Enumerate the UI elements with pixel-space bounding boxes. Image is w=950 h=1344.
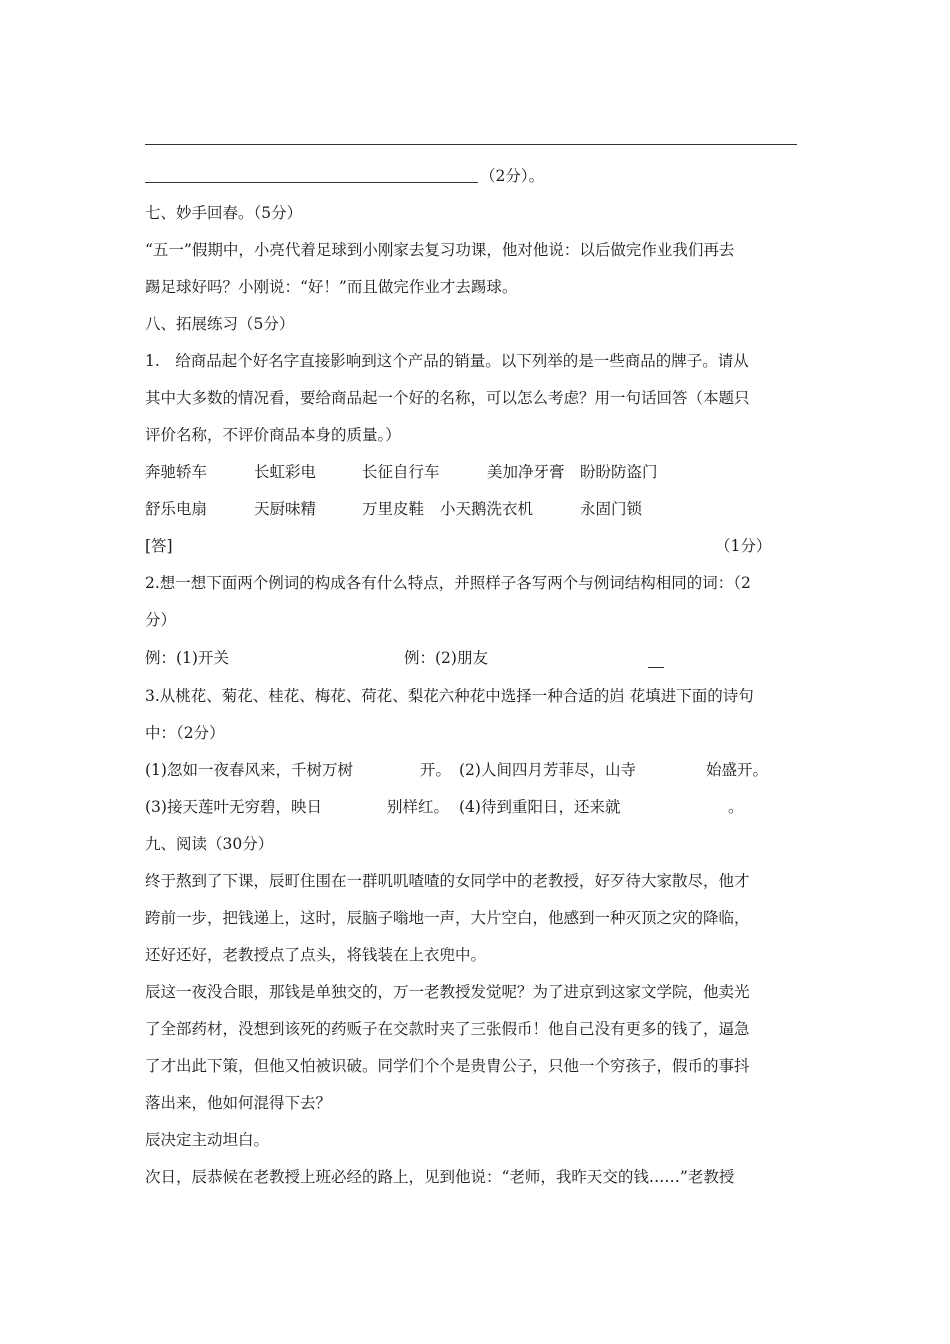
- reading-p1-line1: 终于熬到了下课，辰町住围在一群叽叽喳喳的女同学中的老教授，好歹待大家散尽，他才: [145, 872, 750, 890]
- brand-item: 小天鹅洗衣机: [440, 500, 534, 518]
- poem-4a: (4)待到重阳日，还来就: [459, 798, 621, 816]
- brand-item: 永固门锁: [580, 500, 643, 518]
- answer-score: （2分）。: [480, 167, 545, 185]
- poem-2b: 始盛开。: [706, 761, 769, 779]
- q1-line3: 评价名称，不评价商品本身的质量。）: [145, 426, 401, 444]
- brand-item: 盼盼防盗门: [580, 463, 658, 481]
- brand-item: 美加净牙膏: [487, 463, 565, 481]
- section9-heading: 九、阅读（30分）: [145, 835, 274, 853]
- reading-p3: 辰决定主动坦白。: [145, 1131, 270, 1149]
- brand-item: 万里皮鞋: [362, 500, 425, 518]
- brand-item: 舒乐电扇: [145, 500, 208, 518]
- q1-line1: 1. 给商品起个好名字直接影响到这个产品的销量。以下列举的是一些商品的牌子。请从: [145, 352, 749, 370]
- poem-1b: 开。: [420, 761, 452, 779]
- brand-item: 奔驰轿车: [145, 463, 208, 481]
- poem-3a: (3)接天莲叶无穷碧，映日: [145, 798, 322, 816]
- section7-heading: 七、妙手回春。（5分）: [145, 204, 303, 222]
- section8-heading: 八、拓展练习（5分）: [145, 315, 295, 333]
- poem-2a: (2)人间四月芳菲尽，山寺: [459, 761, 636, 779]
- q3-line1: 3.从桃花、菊花、桂花、梅花、荷花、梨花六种花中选择一种合适的岿 花填进下面的诗句: [145, 687, 754, 705]
- reading-p1-line3: 还好还好，老教授点了点头，将钱装在上衣兜中。: [145, 946, 487, 964]
- example-2: 例：(2)朋友: [404, 649, 488, 667]
- reading-p2-line2: 了全部药材，没想到该死的药贩子在交款时夹了三张假币！他自己没有更多的钱了，逼急: [145, 1020, 750, 1038]
- q1-line2: 其中大多数的情况看，要给商品起一个好的名称，可以怎么考虑？用一句话回答（本题只: [145, 389, 750, 407]
- brand-item: 天厨味精: [254, 500, 317, 518]
- section7-para-line2: 踢足球好吗？小刚说：“好！”而且做完作业才去踢球。: [145, 278, 518, 296]
- reading-p1-line2: 跨前一步，把钱递上，这时，辰脑子嗡地一声，大片空白，他感到一种灭顶之灾的降临，: [145, 909, 750, 927]
- section7-para-line1: “五一”假期中，小亮代着足球到小刚家去复习功课，他对他说：以后做完作业我们再去: [145, 241, 735, 259]
- reading-p2-line1: 辰这一夜没合眼，那钱是单独交的，万一老教授发觉呢？为了进京到这家文学院，他卖光: [145, 983, 750, 1001]
- poem-3b: 别样红。: [387, 798, 450, 816]
- poem-4b: 。: [728, 798, 744, 816]
- q2-line1: 2.想一想下面两个例词的构成各有什么特点，并照样子各写两个与例词结构相同的词：（2: [145, 574, 751, 592]
- answer-line-2: [145, 182, 478, 183]
- answer-label: [答]: [145, 537, 173, 555]
- q2-line2: 分）: [145, 611, 177, 629]
- answer-line-1: [145, 144, 797, 145]
- example-1: 例：(1)开关: [145, 649, 229, 667]
- q3-line2: 中：（2分）: [145, 724, 225, 742]
- reading-p2-line3: 了才出此下策，但他又怕被识破。同学们个个是贵胄公子，只他一个穷孩子，假币的事抖: [145, 1057, 750, 1075]
- reading-p2-line4: 落出来，他如何混得下去？: [145, 1094, 332, 1112]
- example-blank: [648, 667, 664, 668]
- answer-score-q1: （1分）: [715, 537, 772, 555]
- brand-item: 长虹彩电: [254, 463, 317, 481]
- brand-item: 长征自行车: [362, 463, 440, 481]
- poem-1a: (1)忽如一夜春风来，千树万树: [145, 761, 353, 779]
- reading-p4-line1: 次日，辰恭候在老教授上班必经的路上，见到他说：“老师，我昨天交的钱……”老教授: [145, 1168, 735, 1186]
